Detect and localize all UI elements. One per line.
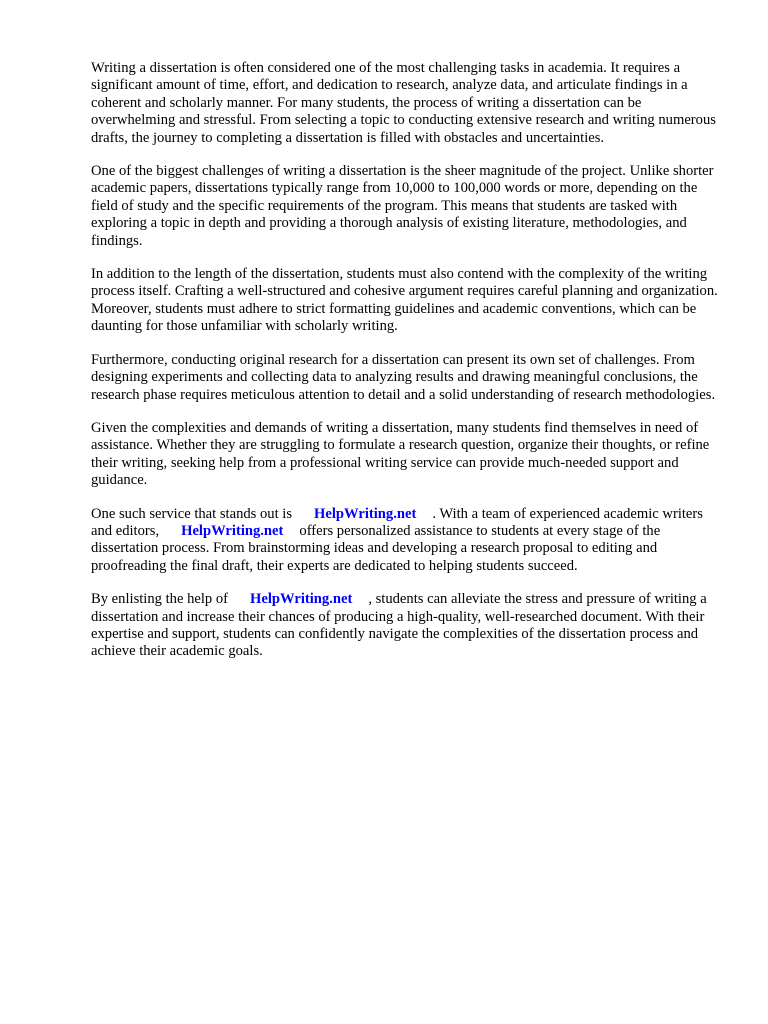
conclusion-text-2: , students can alleviate the stress and pressure of writing a dissertation and increase their chances of producing a high-quality, well-researched document. With their expertise and support, students can confidently navigate the complexities of the dissertation process and achieve their academic goals. xyxy=(91,591,707,660)
paragraph-service xyxy=(91,506,725,576)
helpwriting-link[interactable]: HelpWriting.net xyxy=(250,591,353,608)
paragraph-intro: Writing a dissertation is often considered one of the most challenging tasks in academia. It requires a significant amount of time, effort, and dedication to research, analyze data, and articulate findings in a coherent and scholarly manner. For many students, the process of writing a dissertation can be overwhelming and stressful. From selecting a topic to conducting extensive research and writing numerous drafts, the journey to completing a dissertation is filled with obstacles and uncertainties. xyxy=(91,60,716,146)
helpwriting-link[interactable]: HelpWriting.net xyxy=(181,522,284,539)
paragraph-research: Furthermore, conducting original research for a dissertation can present its own set of challenges. From designing experiments and collecting data to analyzing results and drawing meaningful conclusions, the research phase requires meticulous attention to detail and a solid understanding of research methodologies. xyxy=(91,351,716,403)
paragraph-conclusion xyxy=(91,591,725,661)
paragraph-assistance: Given the complexities and demands of writing a dissertation, many students find themselves in need of assistance. Whether they are struggling to formulate a research question, organize their thoughts, or refine their writing, seeking help from a professional writing service can provide much-needed support and guidance. xyxy=(91,419,710,489)
document-page xyxy=(91,60,725,677)
helpwriting-link[interactable]: HelpWriting.net xyxy=(314,505,417,522)
conclusion-text-1: By enlisting the help of xyxy=(91,591,229,608)
service-text-1: One such service that stands out is xyxy=(91,505,293,522)
paragraph-complexity: In addition to the length of the dissertation, students must also contend with the complexity of the writing process itself. Crafting a well-structured and cohesive argument requires careful planning and organization. Moreover, students must adhere to strict formatting guidelines and academic conventions, which can be daunting for those unfamiliar with scholarly writing. xyxy=(91,266,718,335)
service-text-2: . With a team of experienced academic writers and editors, xyxy=(91,505,703,539)
paragraph-magnitude: One of the biggest challenges of writing a dissertation is the sheer magnitude of the project. Unlike shorter academic papers, dissertations typically range from 10,000 to 100,000 words or more, depending on the field of study and the specific requirements of the program. This means that students are tasked with exploring a topic in depth and providing a thorough analysis of existing literature, methodologies, and findings. xyxy=(91,163,714,249)
service-text-3: offers personalized assistance to students at every stage of the dissertation process. From brainstorming ideas and developing a research proposal to editing and proofreading the final draft, their experts are dedicated to helping students succeed. xyxy=(91,522,661,574)
